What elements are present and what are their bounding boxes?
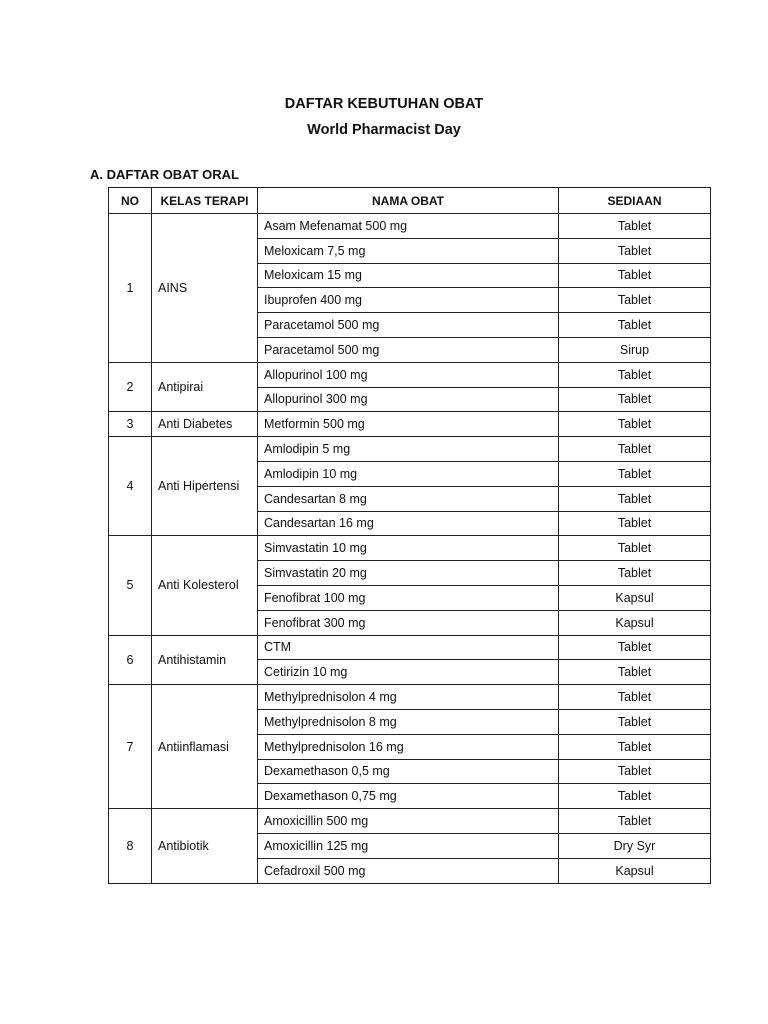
drug-name: Methylprednisolon 4 mg [258, 685, 559, 710]
dosage-form: Tablet [559, 362, 711, 387]
row-number: 8 [109, 809, 152, 883]
dosage-form: Tablet [559, 784, 711, 809]
drug-name: Meloxicam 15 mg [258, 263, 559, 288]
dosage-form: Tablet [559, 288, 711, 313]
dosage-form: Kapsul [559, 585, 711, 610]
therapy-class: Antihistamin [152, 635, 258, 685]
section-title: A. DAFTAR OBAT ORAL [90, 167, 239, 182]
drug-name: Amoxicillin 500 mg [258, 809, 559, 834]
therapy-class: Antiinflamasi [152, 685, 258, 809]
therapy-class: Anti Diabetes [152, 412, 258, 437]
dosage-form: Tablet [559, 412, 711, 437]
row-number: 1 [109, 214, 152, 363]
drug-name: Amoxicillin 125 mg [258, 833, 559, 858]
dosage-form: Tablet [559, 734, 711, 759]
therapy-class: AINS [152, 214, 258, 363]
dosage-form: Kapsul [559, 858, 711, 883]
table-row [109, 635, 711, 660]
dosage-form: Tablet [559, 486, 711, 511]
drug-table [108, 187, 711, 884]
drug-name: Allopurinol 300 mg [258, 387, 559, 412]
drug-name: Metformin 500 mg [258, 412, 559, 437]
drug-name: Candesartan 16 mg [258, 511, 559, 536]
table-row [109, 809, 711, 834]
row-number: 7 [109, 685, 152, 809]
column-header-no: NO [109, 188, 152, 214]
dosage-form: Tablet [559, 660, 711, 685]
therapy-class: Antibiotik [152, 809, 258, 883]
therapy-class: Anti Kolesterol [152, 536, 258, 635]
drug-name: Allopurinol 100 mg [258, 362, 559, 387]
dosage-form: Tablet [559, 313, 711, 338]
table-row [109, 362, 711, 387]
table-row [109, 214, 711, 239]
dosage-form: Tablet [559, 263, 711, 288]
drug-name: Fenofibrat 300 mg [258, 610, 559, 635]
column-header-kelas-terapi: KELAS TERAPI [152, 188, 258, 214]
drug-name: Ibuprofen 400 mg [258, 288, 559, 313]
drug-name: Meloxicam 7,5 mg [258, 238, 559, 263]
drug-name: Dexamethason 0,5 mg [258, 759, 559, 784]
dosage-form: Dry Syr [559, 833, 711, 858]
dosage-form: Tablet [559, 437, 711, 462]
dosage-form: Tablet [559, 561, 711, 586]
drug-name: Cetirizin 10 mg [258, 660, 559, 685]
document-title: DAFTAR KEBUTUHAN OBAT [284, 96, 484, 112]
drug-name: Candesartan 8 mg [258, 486, 559, 511]
therapy-class: Antipirai [152, 362, 258, 412]
drug-name: Amlodipin 5 mg [258, 437, 559, 462]
column-header-nama-obat: NAMA OBAT [258, 188, 559, 214]
table-row [109, 437, 711, 462]
drug-name: Paracetamol 500 mg [258, 313, 559, 338]
drug-name: Simvastatin 10 mg [258, 536, 559, 561]
drug-name: Cefadroxil 500 mg [258, 858, 559, 883]
dosage-form: Tablet [559, 809, 711, 834]
dosage-form: Tablet [559, 635, 711, 660]
drug-name: Fenofibrat 100 mg [258, 585, 559, 610]
drug-name: CTM [258, 635, 559, 660]
table-row [109, 412, 711, 437]
drug-name: Paracetamol 500 mg [258, 337, 559, 362]
row-number: 5 [109, 536, 152, 635]
therapy-class: Anti Hipertensi [152, 437, 258, 536]
table-row [109, 685, 711, 710]
dosage-form: Sirup [559, 337, 711, 362]
dosage-form: Tablet [559, 709, 711, 734]
drug-name: Amlodipin 10 mg [258, 461, 559, 486]
dosage-form: Kapsul [559, 610, 711, 635]
drug-name: Methylprednisolon 16 mg [258, 734, 559, 759]
table-header-row [109, 188, 711, 214]
row-number: 4 [109, 437, 152, 536]
drug-name: Methylprednisolon 8 mg [258, 709, 559, 734]
drug-name: Dexamethason 0,75 mg [258, 784, 559, 809]
document-subtitle: World Pharmacist Day [307, 122, 461, 138]
dosage-form: Tablet [559, 511, 711, 536]
dosage-form: Tablet [559, 387, 711, 412]
column-header-sediaan: SEDIAAN [559, 188, 711, 214]
table-row [109, 536, 711, 561]
row-number: 3 [109, 412, 152, 437]
table-body [109, 214, 711, 884]
row-number: 6 [109, 635, 152, 685]
dosage-form: Tablet [559, 238, 711, 263]
dosage-form: Tablet [559, 536, 711, 561]
drug-name: Simvastatin 20 mg [258, 561, 559, 586]
dosage-form: Tablet [559, 214, 711, 239]
dosage-form: Tablet [559, 685, 711, 710]
dosage-form: Tablet [559, 759, 711, 784]
dosage-form: Tablet [559, 461, 711, 486]
drug-name: Asam Mefenamat 500 mg [258, 214, 559, 239]
row-number: 2 [109, 362, 152, 412]
